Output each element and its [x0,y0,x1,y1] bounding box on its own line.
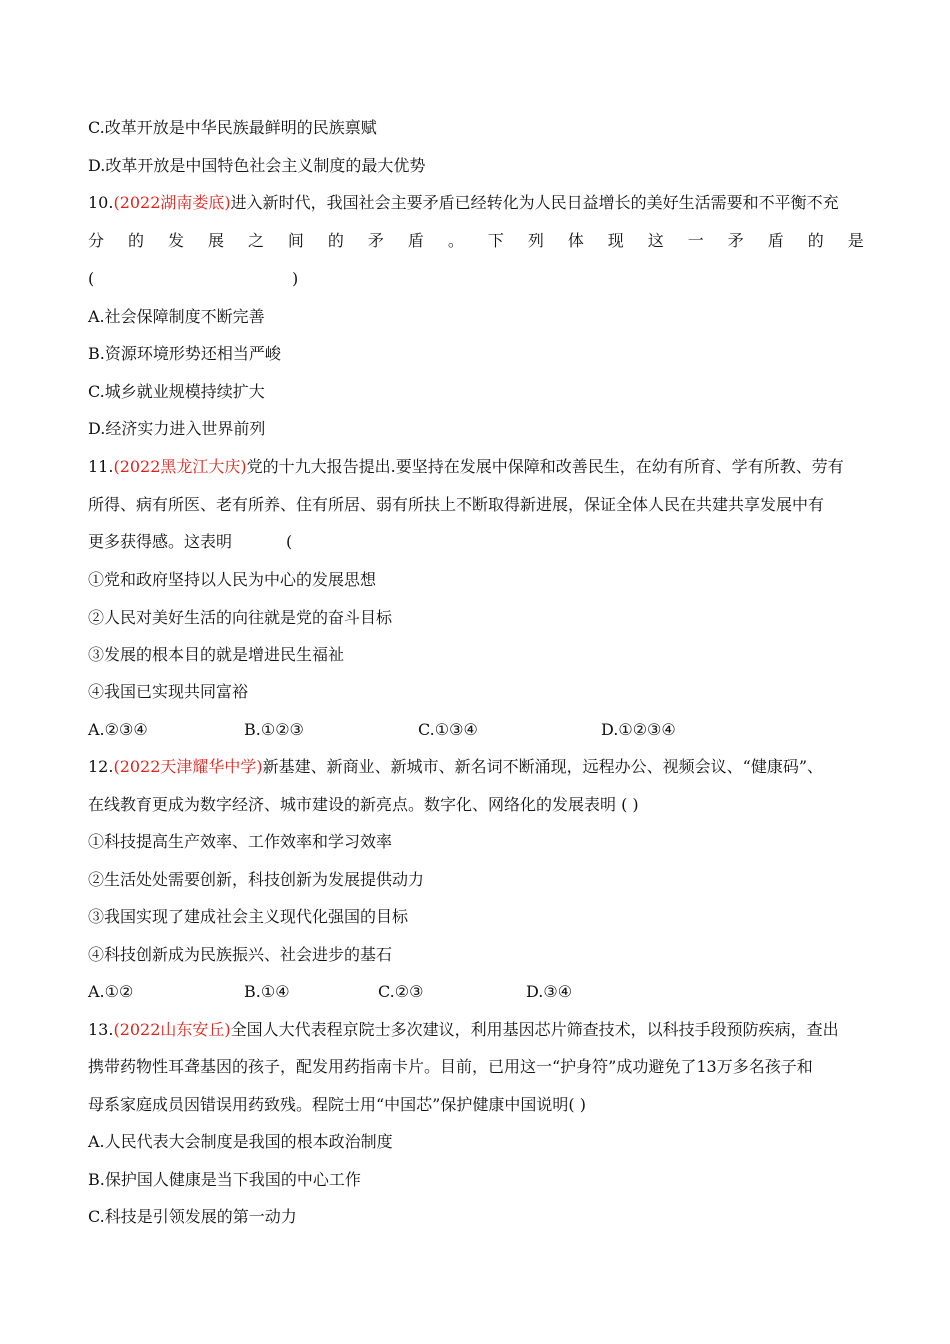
q12-stem-line2: 在线教育更成为数字经济、城市建设的新亮点。数字化、网络化的发展表明 ( ) [88,795,639,814]
q10-option-d: D.经济实力进入世界前列 [88,419,266,438]
q13-option-b: B.保护国人健康是当下我国的中心工作 [88,1170,361,1189]
q10-option-c: C.城乡就业规模持续扩大 [88,382,265,401]
q10-char: 盾 [407,231,424,250]
q11-item-3: ③发展的根本目的就是增进民生福祉 [88,645,345,664]
q12-choice-c: C.②③ [378,982,424,1001]
q11-paren: ( [286,532,293,551]
q13-text: 全国人大代表程京院士多次建议，利用基因芯片筛查技术，以科技手段预防疾病，查出 [230,1020,839,1039]
q10-char: 下 [487,231,504,250]
q11-choice-a: A.②③④ [88,720,148,739]
q12-choice-b: B.①④ [244,982,290,1001]
q10-stem-line1 [88,191,864,215]
q10-char: 的 [127,231,144,250]
q10-char: 这 [647,231,664,250]
q11-stem-line1 [88,455,864,479]
q12-choice-d: D.③④ [526,982,573,1001]
q11-number: 11. [88,457,114,476]
q10-char: 矛 [727,231,744,250]
q13-source: (2022山东安丘) [113,1020,231,1039]
q13-option-c: C.科技是引领发展的第一动力 [88,1207,297,1226]
q10-answer-paren [88,267,864,291]
q11-choice-c: C.①③④ [418,720,478,739]
q12-item-3: ③我国实现了建成社会主义现代化强国的目标 [88,907,409,926]
q11-choices [88,718,864,742]
q12-item-1: ①科技提高生产效率、工作效率和学习效率 [88,832,393,851]
q12-item-4: ④科技创新成为民族振兴、社会进步的基石 [88,945,393,964]
q10-paren-open: ( [88,269,95,288]
q12-stem-line1 [88,755,864,779]
q10-char: 分 [88,231,105,250]
q10-option-b: B.资源环境形势还相当严峻 [88,344,281,363]
q12-number: 12. [88,757,114,776]
q13-option-a: A.人民代表大会制度是我国的根本政治制度 [88,1132,393,1151]
q10-number: 10. [88,193,114,212]
q10-char: 体 [567,231,584,250]
q11-stem-line3 [88,530,864,554]
q10-char: 展 [207,231,224,250]
q10-char: 的 [327,231,344,250]
q11-item-1: ①党和政府坚持以人民为中心的发展思想 [88,570,377,589]
q9-option-c: C.改革开放是中华民族最鲜明的民族禀赋 [88,118,377,137]
q11-item-4: ④我国已实现共同富裕 [88,682,249,701]
q12-source: (2022天津耀华中学) [113,757,263,776]
q13-stem-line2: 携带药物性耳聋基因的孩子，配发用药指南卡片。目前，已用这一“护身符”成功避免了13万多名孩子和 [88,1057,813,1076]
q10-char: 盾 [767,231,784,250]
q10-char: 之 [247,231,264,250]
q9-option-d: D.改革开放是中国特色社会主义制度的最大优势 [88,156,426,175]
q10-paren-close: ) [292,269,299,288]
q11-stem-line2: 所得、病有所医、老有所养、住有所居、弱有所扶上不断取得新进展，保证全体人民在共建共享发展中有 [88,495,825,514]
q10-char: 的 [807,231,824,250]
q10-char: 现 [607,231,624,250]
q10-char: 间 [287,231,304,250]
q13-stem-line3: 母系家庭成员因错误用药致残。程院士用“中国芯”保护健康中国说明( ) [88,1095,586,1114]
q10-char: 是 [847,231,864,250]
q11-text3: 更多获得感。这表明 [88,532,233,551]
q11-choice-d: D.①②③④ [601,720,676,739]
q11-item-2: ②人民对美好生活的向往就是党的奋斗目标 [88,608,393,627]
q12-choice-a: A.①② [88,982,134,1001]
q10-char: 列 [527,231,544,250]
q10-text: 进入新时代，我国社会主要矛盾已经转化为人民日益增长的美好生活需要和不平衡不充 [230,193,839,212]
q13-number: 13. [88,1020,114,1039]
q10-char: 。 [447,231,464,250]
q13-stem-line1 [88,1018,864,1042]
q12-text: 新基建、新商业、新城市、新名词不断涌现，远程办公、视频会议、“健康码”、 [262,757,824,776]
q12-item-2: ②生活处处需要创新，科技创新为发展提供动力 [88,870,425,889]
q10-char: 发 [167,231,184,250]
q10-stem-line2 [88,229,864,253]
q10-char: 矛 [367,231,384,250]
q11-choice-b: B.①②③ [244,720,304,739]
q11-source: (2022黑龙江大庆) [113,457,247,476]
q10-option-a: A.社会保障制度不断完善 [88,307,265,326]
q11-text: 党的十九大报告提出.要坚持在发展中保障和改善民生，在幼有所育、学有所教、劳有 [246,457,844,476]
q10-source: (2022湖南娄底) [113,193,231,212]
q10-char: 一 [687,231,704,250]
q12-choices [88,980,864,1004]
